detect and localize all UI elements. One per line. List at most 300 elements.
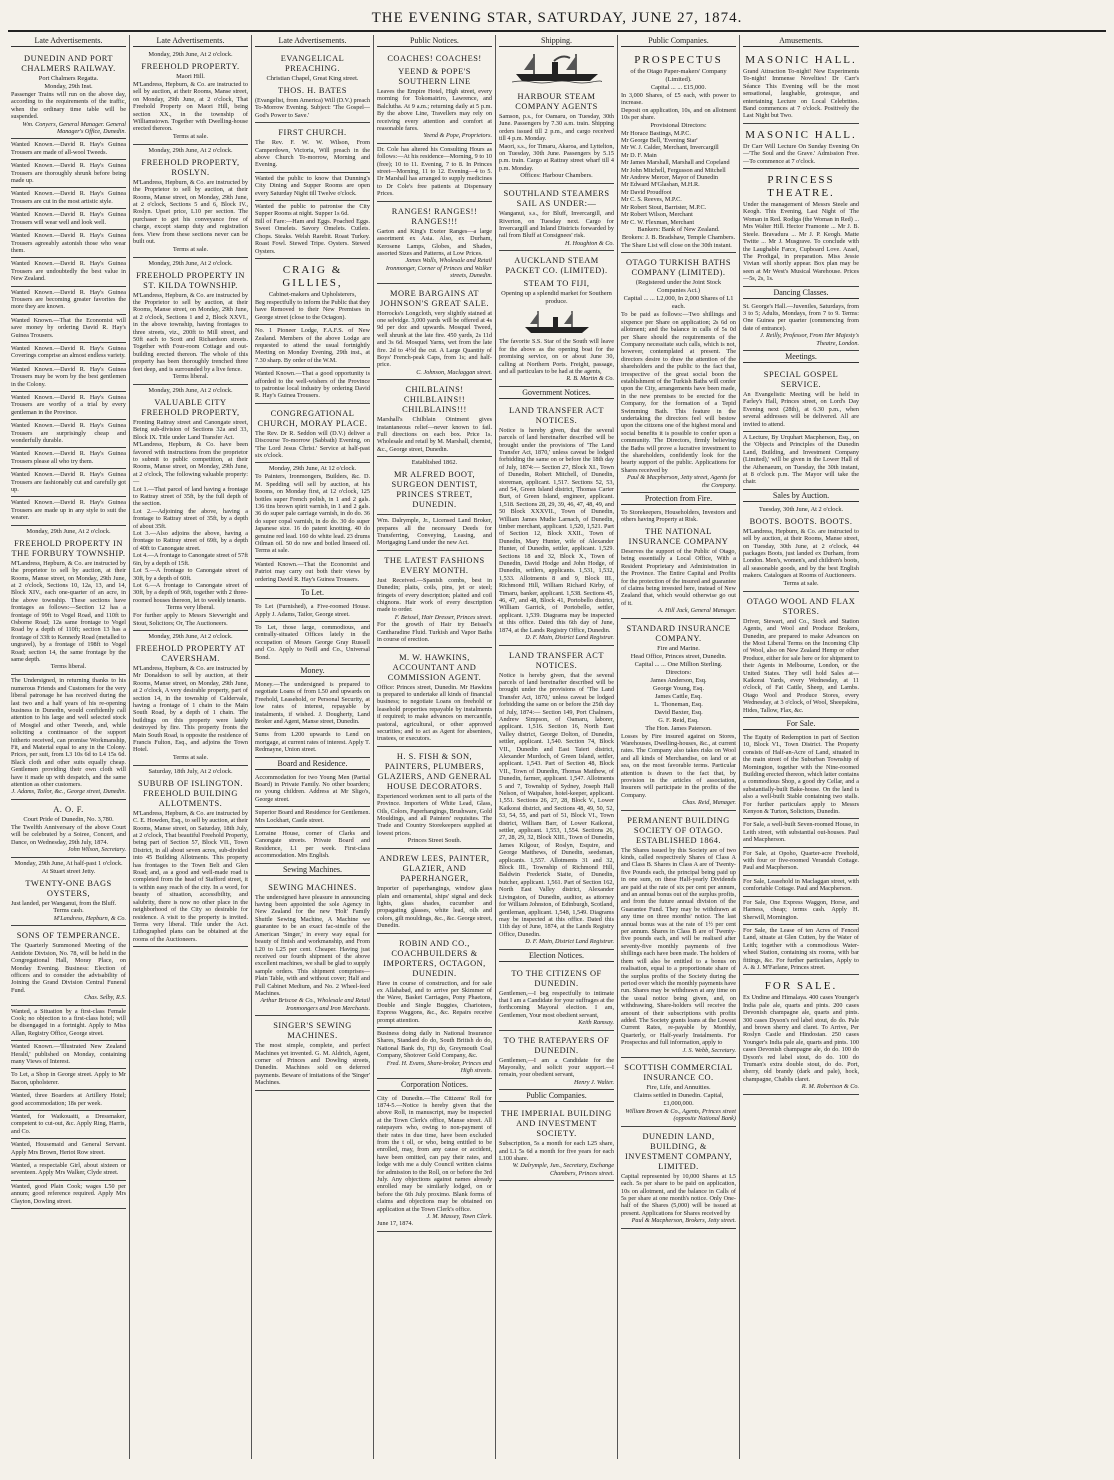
ad-subtitle: Court Pride of Dunedin, No. 3,780. — [23, 815, 114, 823]
list-item: Wanted Known.—David R. Hay's Guinea Trousers are made up in any style to suit the wearer. — [11, 497, 126, 525]
lecture-notice — [743, 432, 859, 490]
ad-body: The Share List will close on the 30th instant. — [621, 241, 732, 249]
ranges-ad — [377, 202, 492, 284]
ad-title: SEWING MACHINES. — [268, 882, 357, 892]
ad-body: Just landed, per Wanganui, from the Bluff. — [11, 899, 117, 907]
gospel-service-notice — [743, 365, 859, 432]
list-item: James Anderson, Esq. — [650, 676, 707, 684]
list-item: Wanted Known.—David R. Hay's Guinea Trousers are undoubtedly the best value in New Zealand. — [11, 258, 126, 286]
ad-body: Importer of paperhangings, window glass plain and ornamental, ships' signal and deck lights, glass shades, cucumber and propagating glasses, white lead, oils and colors, gilt mouldings, &c., &c. George street, Dunedin. — [377, 885, 492, 930]
dancing-ad — [743, 301, 859, 351]
column-7 — [740, 35, 862, 1459]
ad-signature: Paul & Macpherson, Jetty street, Agents for the Company. — [627, 474, 736, 489]
caversham-auction — [133, 631, 248, 766]
ad-body: Have in course of construction, and for sale ex Allahabad, and to arrive per Skimmer of the Wave, Basket Carriages, Pony Phaetons, Double and Single Buggies, Chariotees, Express Waggons, &c., &c. Repairs receive prompt attention. — [377, 979, 492, 1024]
list-item: Wanted Known.—David R. Hay's Guinea Trousers please all who try them. — [11, 448, 126, 469]
section-heading: Dancing Classes. — [743, 287, 859, 299]
ad-body: Under the management of Messrs Steele and Keogh. This Evening, Last Night of The Woman in Red. Rodiga (the Woman in Red) ... Mrs Walter Hill. Hector Framonte ... Mr J. B. Steele. Bravadura ... Mr J. P. Keogh. Matte Twitte ... Mr J. Musgrave. To conclude with the Laughable Farce, Cupboard Love. Azael, The Prodigal, in preparation. Miss Jessie Vivian will shortly appear. Box plan may be seen at Mr West's Musical Warehouse. Prices—5s, 2s, 1s. — [743, 201, 859, 283]
brokers: Brokers: J. B. Bradshaw, Temple Chambers. — [621, 233, 736, 241]
ad-subtitle: Fire, Life, and Annuities. — [646, 1083, 711, 1091]
list-item: Mr C. W. Flexman, Merchant — [621, 218, 695, 226]
dining-rooms-ad — [255, 173, 370, 201]
ad-title: STEAM TO FIJI, — [523, 279, 590, 289]
ad-terms: Terms at sale. — [783, 579, 819, 587]
fashions-ad — [377, 551, 492, 648]
ad-terms: Terms liberal. — [50, 663, 87, 671]
sewing-machines-ad — [255, 878, 370, 1017]
ad-title: TWENTY-ONE BAGS OYSTERS, — [25, 878, 112, 898]
list-item: Wanted, a Situation by a first-class Female Cook; no objection to a first-class hotel; will be disengaged in a fortnight. Apply to Miss Allan, Registry Office, George street. — [11, 1006, 126, 1042]
column-5 — [496, 35, 618, 1459]
ad-title: CRAIG & GILLIES, — [282, 263, 343, 289]
list-item: L. Thoneman, Esq. — [654, 700, 703, 708]
election-notice — [499, 1031, 614, 1091]
hay-ads — [11, 139, 126, 525]
list-item: The Hon. James Paterson. — [645, 724, 712, 732]
column-4 — [374, 35, 496, 1459]
ad-title: SINGER'S SEWING MACHINES. — [273, 1021, 352, 1041]
ad-title: SOUTHLAND STEAMERS SAIL AS UNDER:— — [503, 189, 610, 209]
list-item: Wanted Known.—David R. Hay's Guinea Trousers are becoming greater favorites the more they are known. — [11, 287, 126, 315]
ad-signature: Arthur Briscoe & Co., Wholesale and Retail Ironmongers and Iron Merchants. — [260, 997, 370, 1012]
ad-signature: R. M. Robertson & Co. — [801, 1083, 859, 1091]
ad-title: FREEHOLD PROPERTY IN ST. KILDA TOWNSHIP. — [136, 270, 245, 290]
ad-date: June 17, 1874. — [377, 1220, 414, 1228]
ad-title: THE LATEST FASHIONS EVERY MONTH. — [384, 555, 485, 575]
list-item: Mr W. J. Calder, Merchant, Invercargill — [621, 144, 719, 152]
ad-address: Princes Street South. — [407, 837, 462, 845]
ad-body: The Rev. Dr R. Seddon will (D.V.) deliver a Discourse To-morrow (Sabbath) Evening, on 'The Lord Jesus Christ.' Service at half-past six o'clock. — [255, 429, 370, 459]
ad-title: STANDARD INSURANCE COMPANY. — [626, 623, 731, 643]
ad-signature: R. B. Martin & Co. — [566, 375, 614, 383]
ad-name: ROBIN AND CO., COACHBUILDERS & IMPORTERS, OCTAGON, DUNEDIN. — [383, 938, 486, 978]
list-item: Mr James Marshall, Marshall and Copeland — [621, 159, 730, 167]
list-item: James Cattle, Esq. — [655, 692, 702, 700]
ad-body: Marshall's Chilblain Ointment gives instantaneous relief—never known to fail. Full directions on each box. Price 1s. Wholesale and retail by M. Marshall, chemist, &c., George street, Dunedin. — [377, 416, 492, 453]
list-item: Mr David Proudfoot — [621, 188, 672, 196]
chilblains-ad — [377, 380, 492, 457]
small-ads — [11, 1006, 126, 1210]
list-item: Wanted, good Plain Cook; wages L50 per annum; good reference required. Apply Mrs Clayton, Dowling street. — [11, 1181, 126, 1209]
ad-address: Head Office, Princes street, Dunedin. — [630, 652, 727, 660]
ad-date: Monday, 29th June, At 2 o'clock. — [148, 259, 233, 267]
ad-body: M'Landress, Hepburn, & Co. have been favored with instructions from the proprietor to submit to public competition, at their Rooms, Manse street, on Monday, 29th June, at 2 o'clock, The following valuable property:— — [133, 441, 248, 486]
first-church-notice — [255, 123, 370, 173]
ad-signature: Chas. Selby, R.S. — [84, 994, 126, 1002]
ad-date: Saturday, 18th July, At 2 o'clock. — [148, 767, 233, 775]
imperial-society-ad — [499, 1104, 614, 1181]
ad-body: Business doing daily in National Insurance Shares, Standard do do, South British do do, National Bank do, Fiji do, Greymouth Coal Company, Shotover Gold Company, &c. — [377, 1030, 492, 1060]
hawkins-ad — [377, 648, 492, 747]
st-kilda-auction — [133, 258, 248, 385]
section-heading: Sales by Auction. — [743, 490, 859, 502]
list-item: Wanted Known.—David R. Hay's Guinea Trousers are made of all-wool Tweeds. — [11, 139, 126, 160]
ad-body: M'Landress, Hepburn, & Co. are instructed by C. E. Howden, Esq., to sell by auction, at their Rooms, Manse street, on Saturday, 18th July, at 2 o'clock, That beautiful Freehold Property, being part of Section 57, Block VII., Town District, in all about seven acres, sub-divided into 45 Building Allotments. This property has frontages to the Town Belt and Glen Road; and, as a good and well-made road is completed from the head of Stafford street, it is within easy reach of the city. In a word, for beauty of situation, accessibility, and salubrity, there is now no other place in the neighborhood of the City so desirable for residence. A visit to the property is invited. Terms very liberal. Title under the Act. Lithographed plans can be obtained at the rooms of the Auctioneers. — [133, 809, 248, 943]
ad-title: AUCKLAND STEAM PACKET CO. (LIMITED). — [505, 256, 608, 276]
ad-title: DUNEDIN AND PORT CHALMERS RAILWAY. — [21, 54, 116, 73]
ad-subtitle: Port Chalmers Regatta. — [38, 75, 99, 82]
ad-body: Wanted Known.—That a good opportunity is afforded to the well-wishers of the Province to patronise local industry by ordering David R. Hay's Guinea Trousers. — [255, 370, 370, 400]
lot-item: Lot 2.—Adjoining the above, having a frontage to Rattray street of 35ft, by a depth of about 35ft. — [133, 507, 248, 530]
steamship-icon — [512, 50, 602, 84]
list-item: Mr D. F. Main — [621, 151, 657, 159]
lot-item: Lot 1.—That parcel of land having a frontage to Rattray street of 35ft, by the full depth of the section. — [133, 485, 248, 508]
ad-title: FREEHOLD PROPERTY IN THE FORBURY TOWNSHIP. — [11, 538, 126, 558]
list-item: Mr C. S. Reeves, M.P.C. — [621, 196, 682, 204]
ad-title: PERMANENT BUILDING SOCIETY OF OTAGO. ESTABLISHED 1864. — [627, 815, 730, 845]
dr-cole-notice — [377, 144, 492, 202]
building-society-ad — [621, 811, 736, 1058]
ad-signature: J. S. Webb, Secretary. — [682, 1046, 736, 1054]
ad-date: Monday, 29th Inst. — [44, 83, 93, 90]
ad-body: (Evangelist, from America) Will (D.V.) preach To-Morrow Evening. Subject: 'The Gospel—God's Power to Save.' — [255, 97, 370, 119]
ad-subtitle: Opening up a splendid market for Southern produce. — [501, 290, 612, 306]
ad-title: FREEHOLD PROPERTY, ROSLYN. — [141, 157, 240, 177]
ad-body: Deserves the support of the Public of Otago, being essentially a Local Office, With a Resident Proprietary and Administration in the Province. The Entire Capital and Profits for the protection of the insured and guarantee of claims being invested here, instead of New Zealand that, which would otherwise go out of it. — [621, 547, 736, 607]
bankers: Bankers: Bank of New Zealand. — [637, 225, 720, 233]
lot-item: Lot 4.—A frontage to Canongate street of 57ft 6in, by a depth of 15ft. — [133, 552, 248, 567]
turkish-baths-ad — [621, 253, 736, 493]
list-item: Wanted Known.—That the Economist will save money by ordering David R. Hay's Guinea Trousers. — [11, 315, 126, 343]
masonic-hall-ad — [743, 124, 859, 169]
list-item: Accommodation for two Young Men (Partial Board) in Private Family. No other boarders; no young children. Address at Mr Sligo's, George street. — [255, 772, 370, 808]
capital: Capital ... ... £15,000. — [650, 84, 707, 91]
ad-title: SONS OF TEMPERANCE. — [16, 931, 121, 941]
section-heading: Shipping. — [499, 35, 614, 47]
ad-title: CONGREGATIONAL CHURCH, MORAY PLACE. — [257, 408, 368, 428]
wool-stores-ad — [743, 592, 859, 718]
ad-body: St. George's Hall.—Juveniles, Saturdays, from 3 to 5; Adults, Mondays, from 7 to 9. Terms: One Guinea per quarter (commencing from date of entrance). — [743, 302, 859, 332]
section-heading: Meetings. — [743, 351, 859, 363]
ad-body: Just Received.—Spanish combs, best in Dunedin; plaits, coils, pins, jet or steel; fringets of every description; plaited and coil chignons. Hair work of every description made to order. — [377, 576, 492, 614]
section-heading: Money. — [255, 665, 370, 677]
ad-title: DUNEDIN LAND, BUILDING, & INVESTMENT COMPANY, LIMITED. — [624, 1131, 733, 1171]
ad-body: The Undersigned, in returning thanks to his numerous Friends and Customers for the very liberal patronage he has received during the last two and a half years of his re-opening business in Dunedin, would confidently call attention to his large and well selected stock of Mosgiel and other Tweeds, and, while soliciting a continuance of the support hitherto received, can promise Workmanship, Fit, and Material equal to any in the Colony. Prices, per suit, from L3 10s 6d to L4 15s 6d. Black cloth and other suits equally cheap. Gentlemen providing their own cloth will have it made up with despatch, and the same attention as other customers. — [11, 677, 126, 789]
ad-terms: Terms cash. — [53, 906, 84, 914]
lees-ad — [377, 849, 492, 933]
ad-terms: Terms very liberal. — [166, 604, 215, 612]
ad-body: Grand Attraction To-night! New Experiments To-night! Immense Novelties! Dr Carr's Séance This Evening will be the most sensational, laughable, grotesque, and entertaining Lecture on Local Celebrities. Band commences at 7 o'clock. Positively the Last Night but Two. — [743, 68, 859, 120]
list-item: To Let, a Shop in George street. Apply to Mr Bacon, upholsterer. — [11, 1069, 126, 1090]
evans-ad — [377, 1028, 492, 1078]
economist-ad — [255, 559, 370, 587]
land-broker-ad — [377, 515, 492, 551]
section-heading: Board and Residence. — [255, 758, 370, 770]
harbour-steam-ad — [499, 87, 614, 184]
fish-son-ad — [377, 747, 492, 849]
temperance-notice — [11, 926, 126, 1005]
list-item: David Baxter, Esq. — [654, 708, 703, 716]
list-item: Money.—The undersigned is prepared to negotiate Loans of from L50 and upwards on Freehold, Leasehold, or Personal Security, at low rates of interest, repayable by instalments, if wished. J. Dougherty, Land Broker and Agent, Manse street, Dunedin. — [255, 679, 370, 729]
section-heading: Public Notices. — [377, 35, 492, 47]
ad-signature: J. Adams, Tailor, &c., George street, Dunedin. — [11, 788, 126, 796]
ad-terms: Terms at sale. — [172, 132, 209, 140]
directors-heading: Directors: — [665, 668, 692, 676]
section-heading: Late Advertisements. — [11, 35, 126, 47]
ad-subtitle: Established 1862. — [411, 459, 458, 467]
ad-title: RANGES! RANGES!! RANGES!!! — [391, 206, 478, 226]
list-item: Wanted, three Boarders at Artillery Hotel; good accommodation; 18s per week. — [11, 1090, 126, 1111]
ad-body: M'Landress, Hepburn, & Co. are instructed by Mr Donaldson to sell by auction, at their Rooms, Manse street, on Monday, 29th June, at 2 o'clock, A very desirable property, part of section 14, in the township of Caldervale, having a frontage of 1 chain to the Main South Road, by a depth of 1 chain. The buildings on this property were lately destroyed by fire. This property fronts the Main South Road, is opposite the residence of Francis Fulton, Esq., and adjoins the Town Hotel. — [133, 664, 248, 754]
adams-tailor-ad — [11, 675, 126, 800]
ad-body: Wanganui, s.s., for Bluff, Invercargill, and Riverton, on Tuesday next. Cargo for Invercargill and Inland Districts forwarded by rail from Bluff at Consignees' risk. — [499, 210, 614, 240]
wine-spirits-ad — [743, 975, 859, 1094]
list-item: Wanted Known.—David R. Hay's Guinea Trousers may be worn by the best gentlemen in the Colony. — [11, 364, 126, 392]
section-heading: To Let. — [255, 587, 370, 599]
ad-date: Monday, 29th June, At half-past 1 o'clock. — [14, 859, 123, 867]
ad-name: YEEND & POPE'S SOUTHERN LINE — [398, 67, 471, 86]
list-item: Wanted Known.—David R. Hay's Guinea Trousers are thoroughly shrunk before being made up. — [11, 160, 126, 188]
ad-body: An Evangelistic Meeting will be held in Farley's Hall, Princes street, on Lord's Day Evening next (28th), at 6.30 p.m., when several addresses will be delivered. All are invited to attend. — [743, 390, 859, 428]
election-notice — [499, 964, 614, 1031]
ad-body: Gentlemen,—I am a Candidate for the Mayoralty, and solicit your support.—I remain, your obedient servant, — [499, 1056, 614, 1079]
ad-signature: C. Johnson, Maclaggan street. — [416, 368, 492, 376]
ad-title: VALUABLE CITY FREEHOLD PROPERTY, — [141, 397, 240, 417]
ad-signature: Paul & Macpherson, Brokers, Jetty street. — [631, 1217, 736, 1225]
section-heading: Election Notices. — [499, 950, 614, 962]
lot-item: Lot 3.—Also adjoins the above, having a frontage to Rattray street of 69ft, by a depth of 40ft to Canongate street. — [133, 530, 248, 552]
list-item: Mr John Mitchell, Fergusson and Mitchell — [621, 166, 726, 174]
ad-terms: Terms at sale. — [172, 245, 209, 253]
ad-body: The favorite S.S. Star of the South will leave for the above as the opening boat for the promising service, on or about June 30, calling at Northern Ports. Freight, passage, and all particulars to be had at the agents, — [499, 338, 614, 375]
list-item: Wanted Known.—'Illustrated New Zealand Herald,' published on Monday, containing many Views of Interest. — [11, 1041, 126, 1069]
johnson-sale-ad — [377, 284, 492, 381]
list-item: Sums from L200 upwards to Lend on mortgage, at current rates of interest. Apply T. Redmayne, Union street. — [255, 729, 370, 757]
ad-title: TO THE RATEPAYERS OF DUNEDIN. — [503, 1035, 610, 1055]
ad-body: M'Landress, Hepburn, & Co. are instructed to sell by auction, at their Rooms, Manse street, on Tuesday, 30th June, at 2 o'clock, 44 packages Boots, just landed ex Durham, from London. Men's, women's, and children's boots, all seasonable goods, and by the best English makers. Catalogues at Rooms of Auctioneers. — [743, 527, 859, 580]
ad-body: Wanted Known.—That the Economist and Patriot may carry out both their views by ordering David R. Hay's Guinea Trousers. — [255, 560, 370, 583]
ad-body: To be paid as follows:—Two shillings and sixpence per Share on application; 2s 6d on allotment; and the balance in calls of 5s 0d per Share should the requirements of the Company necessitate such calls, which is not, however, contemplated at present. The directors desire to draw the attention of the shareholders and the public to the fact that, irrespective of the great social boon the establishment of the Turkish Baths will confer upon the City, arrangements have been made, in the new premises to be erected for the Company, for the formation of a Tepid Swimming Bath. This feature in the undertaking the directors feel will bestow upon the citizens one of the highest moral and social benefits it is possible to confer upon a community. The Directors, firmly believing the Baths will prove a lucrative investment to the shareholders, confidently look for the hearty support of the public. Applications for Shares received by — [621, 311, 736, 474]
list-item: For Sale, One Express Waggon, Horse, and Harness, cheap; terms cash. Apply H. Sherwill, Mornington. — [743, 897, 859, 925]
list-item: Lorraine House, corner of Clarks and Canongate streets. Private Board and Residence, L1 per week. First-class accommodation. Mrs English. — [255, 828, 370, 864]
coaches-ad — [377, 49, 492, 144]
ad-signature: W. Dalrymple, Jun., Secretary, Exchange Chambers, Princes street. — [512, 1162, 614, 1177]
masthead — [8, 8, 1106, 32]
ad-body: The undersigned have pleasure in announcing having been appointed the sole Agency in New Zealand for the new 'Holt' Family Shuttle Sewing Machine, A Machine we guarantee to be an exact fac-simile of the American 'Singer,' in every way equal for beauty of finish and workmanship, and From L20 to L25 per cent. Cheaper. Having just received our fourth shipment of the above excellent machines, we shall be glad to supply sample orders. This shipment comprises—Plain Table, with and without cover; Half and Full Cabinet Medium, and No. 2 Wheel-feed Machines. — [255, 893, 370, 997]
ad-title: FREEHOLD PROPERTY AT CAVERSHAM. — [135, 643, 246, 663]
column-1 — [8, 35, 130, 1459]
ad-title: SCOTTISH COMMERCIAL INSURANCE CO. — [624, 1062, 733, 1082]
section-heading: For Sale. — [743, 718, 859, 730]
ad-title: PROSPECTUS — [634, 54, 723, 66]
ad-date: Monday, 29th June, At 2 o'clock. — [148, 51, 233, 58]
ad-place: At Stuart street Jetty. — [41, 867, 96, 875]
ad-subtitle: (Registered under the Joint Stock Companies Act.) — [635, 279, 722, 295]
ad-body: To Painters, Ironmongers, Builders, &c. D. M. Spedding will sell by auction, at his Rooms, on Monday first, at 12 o'clock, 125 bottles super French polish, in 1 and 2 gals. 136 tins brown spirit varnish, in 1 and 2 gals. 36 do super pale carriage varnish, in do do. 36 do super copal varnish, in do do. 30 do super Japanese size. 16 do patent knotting. 40 do genuine red lead. 160 do white lead. 23 drums Oilman oil. 50 do raw and boiled linseed oil. Terms at sale. — [255, 473, 370, 555]
ad-subtitle: To Storekeepers, Householders, Investors and others having Property at Risk. — [621, 509, 736, 524]
ad-body: Driver, Stewart, and Co., Stock and Station Agents, and Wool and Produce Brokers, Dunedin, are prepared to make Advances on the Most Liberal Terms on the Incoming Clip of Wool, also on New Zealand Hemp or other Produce, either for sale here or for shipment to their Agents in Melbourne, London, or the United States. They will hold Sales at— Kaikorai Yards, every Wednesday, at 11 o'clock, of Fat Cattle, Sheep, and Lambs. Otago Wool and Produce Stores, every Wednesday, at 3 o'clock, of Wool, Sheepskins, Hides, Tallow, Flax, &c. — [743, 617, 859, 714]
craig-gillies-ad — [255, 259, 370, 325]
ad-body: Fronting Rattray street and Canongate street, Being sub-division of Sections 32a and 33, Block IX. Title under Land Transfer Act. — [133, 418, 248, 441]
section-heading: Public Companies. — [499, 1090, 614, 1102]
ad-terms: Terms liberal. — [172, 372, 209, 380]
spedding-auction — [255, 463, 370, 558]
list-item: To Let (Furnished), a Five-roomed House. Apply J. Adams, Tailor, George street. — [255, 601, 370, 622]
ad-body: Passenger Trains will run on the above day, according to the requirements of the traffic, when the ordinary time table will be suspended. — [11, 91, 126, 121]
ad-signature: H. Houghton & Co. — [565, 239, 614, 247]
list-item: Wanted Known.—David R. Hay's Guinea Trousers agreeably astonish those who wear them. — [11, 230, 126, 258]
ad-title: PRINCESS THEATRE. — [767, 174, 835, 200]
ad-signature: A. Hill Jack, General Manager. — [658, 607, 736, 615]
list-item: Wanted, for Waikouaiti, a Dressmaker, competent to cut-out, &c. Apply Ring, Harris, and Co. — [11, 1111, 126, 1139]
southland-steamers-ad — [499, 184, 614, 251]
lot-item: Lot 6.—A frontage to Canongate street of 30ft, by a depth of 96ft, together with 2 three-roomed houses thereon, let to weekly tenants. — [133, 581, 248, 604]
list-item: For Sale, the Lease of ten Acres of Fenced Land, situate at Glen Cutten, by the Water of Leith; together with a commodious Water-wheel Station, containing six rooms, with bar fittings, &c. For further particulars, Apply to A. & J. M'Farlane, Princes street. — [743, 925, 859, 975]
ad-title: LAND TRANSFER ACT NOTICES. — [509, 405, 604, 425]
ad-subtitle: Christian Chapel, Great King street. — [266, 75, 359, 82]
land-transfer-notice — [499, 401, 614, 646]
roslyn-auction — [133, 145, 248, 258]
ad-signature: William Brown & Co., Agents, Princes street (opposite National Bank) — [625, 1107, 736, 1123]
list-item: Wanted Known.—David R. Hay's Guinea Trousers are worthy of a trial by every gentleman in the Province. — [11, 392, 126, 420]
list-item: Wanted, Housemaid and General Servant. Apply Mrs Brown, Heriot Row street. — [11, 1139, 126, 1160]
ad-date: Tuesday, 30th June, At 2 o'clock. — [758, 505, 844, 513]
ad-subtitle: Cabinet-makers and Upholsterers, — [268, 290, 357, 298]
ad-body: The Rev. F. W. W. Wilson, From Camperdown, Victoria, Will preach in the above Church To-morrow, Morning and Evening. — [255, 139, 370, 169]
ad-body: Wanted the public to patronise the City Supper Rooms at night. Supper 1s 6d. — [255, 203, 370, 218]
list-item: Wanted Known.—David R. Hay's Guinea Trousers are surprisingly cheap and wonderfully durable. — [11, 420, 126, 448]
ad-signature: Fred. H. Evans, Share-broker, Princes and High streets. — [386, 1059, 492, 1075]
list-item: Wanted, a respectable Girl, about sixteen or seventeen. Apply Mrs Walker, Clyde street. — [11, 1160, 126, 1181]
ad-title: TO THE CITIZENS OF DUNEDIN. — [511, 968, 602, 988]
ad-date: Monday, 29th June, At 2 o'clock. — [26, 527, 111, 535]
ad-body: For the growth of Hair try Beissel's Cantharadine Fluid. Turkish and Vapor Baths in course of erection. — [377, 621, 492, 644]
newspaper-page — [8, 8, 1106, 1464]
list-item: Mr George Bell, 'Evening Star' — [621, 137, 698, 145]
list-item: Mr Robert Stout, Barrister, M.P.C. — [621, 203, 707, 211]
ad-date: Monday, 29th June, At 2 o'clock. — [148, 632, 233, 640]
ad-name: H. S. FISH & SON, PAINTERS, PLUMBERS, GLAZIERS, AND GENERAL HOUSE DECORATORS. — [377, 751, 492, 791]
ad-title: MORE BARGAINS AT JOHNSON'S GREAT SALE. — [380, 288, 489, 308]
ad-date: Monday, 29th June, At 12 o'clock. — [268, 465, 357, 473]
ad-body: Dr. Cole has altered his Consulting Hours as follows:—At his residence—Morning, 9 to 10 (free); 10 to 11. Evening, 7 to 8. In Princes street—Morning, 11 to 12. Evening—4 to 5. Dr Marshall has arranged to supply medicines to Dr Cole's free patients at Dispensary Prices. — [377, 145, 492, 198]
ad-signature: Yeend & Pope, Proprietors. — [423, 132, 492, 140]
ad-body: Samson, p.s., for Oamaru, on Tuesday, 30th June. Passengers by 7.30 a.m. train. Shipping orders issued till 2 p.m., and cargo received till 4 p.m. Monday. — [499, 113, 614, 143]
list-item: Mr Horace Bastings, M.P.C. — [621, 129, 691, 137]
dentist-ad — [377, 457, 492, 515]
ad-body: M'Landress, Hepburn, & Co. are instructed by the Proprietor to sell by auction, at their Rooms, Manse street, on Monday, 29th June, at 2 o'clock, Sections 5 and 6, Block IV., Roslyn. Upset price, L10 per section. The purchaser to get his conveyance free of charge, except stamp duty and registration fees. View from these sections never can be built out. — [133, 178, 248, 246]
masthead-title: THE EVENING STAR, SATURDAY, JUNE 27, 1874. — [371, 10, 743, 26]
islington-auction — [133, 766, 248, 947]
masonic-hall-ad — [743, 49, 859, 124]
ad-body: Wm. Dalrymple, Jr., Licensed Land Broker, prepares all the necessary Deeds for Transferring, Conveying, Leasing, and Mortgaging Land under the new Act. — [377, 517, 492, 547]
ad-particulars: For further apply to Messrs Sievwright and Stout, Solicitors; Or, The Auctioneers. — [133, 612, 248, 627]
ad-signature: James Walls, Wholesale and Retail Ironmonger, Corner of Princes and Walker streets, Dunedin. — [385, 257, 492, 280]
list-item: Wanted Known.—David R. Hay's Guinea Coverings comprise an almost endless variety. — [11, 343, 126, 364]
ad-title: MASONIC HALL. — [745, 54, 857, 66]
ad-body: Ex Undine and Himalaya. 400 cases Younger's India pale ale, quarts and pints. 200 cases Devonish champagne ale, quarts and pints. 300 cases Dyson's red label stout, do do. Pale and brown sherry and claret. To Arrive, Per Roslyn Castle and Hindostan. 250 cases Younger's India pale ale, quarts and pints. 100 cases Devonish champagne ale, do do. 100 do Dyson's red label stout, do do. 100 do Truman's extra double stout, do do. Port, sherry, old brandy (dark and pale), hock, champagne, Chablis claret. — [743, 994, 859, 1083]
ad-address: Offices: Harbour Chambers. — [520, 172, 593, 180]
ad-body: Maori, s.s., for Timaru, Akaroa, and Lyttelton, on Tuesday, 30th June. Passengers by 5.15 p.m. train. Cargo at Rattray street wharf till 4 p.m. Monday. — [499, 142, 614, 172]
list-item: Wanted Known.—David R. Hay's Guinea Trousers are fashionably cut and carefully got up. — [11, 469, 126, 497]
ad-terms: Terms at sale. — [172, 753, 209, 761]
ad-signature: Wm. Conyers, General Manager. General Manager's Office, Dunedin. — [22, 120, 126, 136]
ad-date: Monday, 29th June, At 2 o'clock. — [148, 146, 233, 154]
ad-title: OTAGO WOOL AND FLAX STORES. — [746, 596, 856, 616]
ad-body: Horrocks's Longcloth, very slightly stained at one selvidge. 3,000 yards will be offered at 4s 9d per doz and upwards. Mosquel Tweed, well shrunk at the late fire. 450 yards, 2s 11d and 3s 6d. Mosquel Yarns, wet from the late fire. 2d to 4½d the cut. A Large Quantity of Boys' French-peak Caps, from 1s; and half-price. — [377, 309, 492, 369]
section-heading: Late Advertisements. — [133, 35, 248, 47]
ad-title: SPECIAL GOSPEL SERVICE. — [763, 369, 839, 389]
ad-subtitle: Maori Hill. — [176, 73, 205, 80]
ad-body: A Lecture, By Urquhart Macpherson, Esq., on the 'Objects and Principles of the Dunedin Land, Building, and Investment Company (Limited),' will be given in the Lower Hall of the Athenaeum, on Tuesday, the 30th instant, at 8 o'clock p.m. The Mayor will take the chair. — [743, 434, 859, 486]
city-freehold-auction — [133, 385, 248, 631]
ad-signature: John Wilson, Secretary. — [67, 846, 126, 854]
steamship-icon — [522, 309, 592, 335]
list-item: George Young, Esq. — [652, 684, 705, 692]
ad-title: BOOTS. BOOTS. BOOTS. — [749, 516, 853, 526]
ad-subtitle: Fire and Marine. — [657, 644, 700, 652]
forbury-auction — [11, 526, 126, 676]
land-company-ad — [621, 1127, 736, 1229]
list-item: For Sale, Leasehold in Maclaggan street, with comfortable Cottage. Paul and Macpherson. — [743, 876, 859, 897]
ad-body: M'Landress, Hepburn, & Co. are instructed by the proprietor to sell by auction, at their Rooms, Manse street, on Monday, 29th June, at 2 o'clock, Sections 10, 12a, 13, and 14, Block XIV., each one-quarter of an acre, in the above township. These sections have frontages as follows:—Section 12 has a frontage of 99ft to Vogel Road, and 110ft to Osborne Road; 12a same frontage to Vogel Road by a depth of 110ft; section 13 has a frontage of 33ft to Kennedy Road (metalled to ungravel), by a frontage of 198ft to Vogel Road; section 14, the same frontage by the same depth. — [11, 559, 126, 663]
ad-title: COACHES! COACHES! — [387, 54, 482, 63]
ad-signature: Keith Ramsay. — [578, 1019, 614, 1027]
ad-signature: Henry J. Walter. — [574, 1078, 614, 1086]
ad-body: M'Landress, Hepburn, & Co. are instructed to sell by auction, at their Rooms, Manse street, on Monday, 29th June, at 2 o'clock, That Freehold Property on Maori Hill, being section XX., in the township of Williamstown. Together with Dwelling-house erected thereon. — [133, 81, 248, 133]
ad-title: FOR SALE. — [764, 980, 838, 993]
ad-signature: Chas. Reid, Manager. — [682, 799, 736, 807]
column-3 — [252, 35, 374, 1459]
boots-auction — [743, 504, 859, 592]
ad-title: FREEHOLD PROPERTY. — [141, 62, 240, 71]
ad-title: THE NATIONAL INSURANCE COMPANY — [628, 526, 729, 546]
ad-body: City of Dunedin.—The Citizens' Roll for 1874-5.—Notice is hereby given that the above Roll, in manuscript, may be inspected at the Town Clerk's office, Manse street. All ratepayers who, owing to non-payment of their rates in due time, have been excluded from the t oll, or who, being entitled to be enrolled, may, from any cause or accident, have been omitted, can pay their rates, and lodge with me a duly Council written claims for admission to the Roll, on or before the 3rd July. Any objections against names already enrolled may be similarly lodged, on or before the 6th July proximo. Blank forms of claims and objections may be obtained on application at the Town Clerk's office. — [377, 1094, 492, 1213]
ad-body: Deposit on application, 10s, and on allotment 10s per share. — [621, 106, 736, 122]
ad-body: Notice is hereby given, that the several parcels of land hereinafter described will be brought under the provisions of 'The Land Transfer Act, 1870,' unless caveat be lodged forbidding the same on or before the 25th day of July, 1874:— Section 149, Port Chalmers, Andrew Simpson, of Oamaru, laborer, applicant. 1,516. Section 16, North East Valley district, George Dolton, of Dunedin, settler, applicant. 1,540. Section 74, Block VII., Dunedin and East Taieri district, Alexander Murdoch, of Green Island, settler, applicant. 1,543. Part of Section 48, Block VII., Town of Dunedin, Thomas Matthew, of Dunedin, farmer, applicant. 1,547. Allotments 5 and 7, Township of Sydney, Joseph Hall Nelson, of Waipahee, hotel-keeper, applicant. 1,551. Sections 26, 27, 28, Block V., Lower Kaikorai district, and Sections 48, 49, 50, 52, 53, 54, 55, and part of 51, Block VI., Town district, William Barr, of Lower Kaikorai, settler, applicant. 1,553, 1,554. Sections 26, 27, 28, 29, 32, Block XIII., Town of Dunedin, James Kilgour, of Roslyn, Esquire, and George Matthews, of Dunedin, seedsman, applicants. 1,557. Allotments 31 and 32, Block III., Township of Richmond Hill, Baldwin Frederick Staite, of Dunedin, butcher, applicant. 1,561. Part of Section 162, North East Valley district, Alexander Livingston, of Dunedin, auditor, as attorney for William Johnston, of Edinburgh, Scotland, gentleman, applicant. 1,548, 1,549. Diagrams may be inspected at this office. Dated this 11th day of June, 1874, at the Lands Registry Office, Dunedin. — [499, 671, 614, 938]
ad-body: Claims settled in Dunedin. Capital, £1,000,000. — [633, 1091, 724, 1107]
supper-rooms-ad — [255, 201, 370, 259]
fiji-steamer-ad — [499, 251, 614, 386]
list-item: Mr Andrew Mercer, Mayor of Dunedin — [621, 174, 719, 182]
land-transfer-notice — [499, 646, 614, 950]
column-6 — [618, 35, 740, 1459]
ad-body: Garton and King's Exeter Ranges—a large assortment ex Asia. Also, ex Durham, Kerosene Lamps, Globes, and Shades, assorted Sizes and Patterns, at Low Prices. — [377, 227, 492, 257]
ad-body: Subscription, 5s a month for each L25 share, and L1 5s 6d a month for five years for each L100 share. — [499, 1140, 614, 1162]
ad-title: A. O. F. — [53, 804, 84, 814]
ad-signature: D. F. Main, District Land Registrar. — [525, 938, 614, 946]
lot-item: Lot 5.—A frontage to Canongate street of 30ft, by a depth of 60ft. — [133, 567, 248, 582]
ad-subtitle: of the Otago Paper-makers' Company (Limited). — [630, 68, 727, 83]
ad-date: Monday, 29th June, At 2 o'clock. — [148, 386, 233, 394]
ad-signature: D. F. Main, District Land Registrar. — [525, 634, 614, 642]
list-item: Mr Robert Wilson, Merchant — [621, 211, 693, 219]
columns — [8, 35, 1106, 1459]
aof-notice — [11, 800, 126, 858]
ad-body: M'Landress, Hepburn, & Co. are instructed by the Proprietor to sell by auction, at their Rooms, Manse street, on Monday, 29th June, at 2 o'clock, Sections 1 and 2, Block XXVI., in the above township, having frontages to three streets, viz., 200ft to Mill street, and 50ft each to Scott and Richardson streets. Together with Four-room Cottage and out-building erected thereon. The whole of this property has been thoroughly trenched three feet deep, and is surrounded by a live fence. — [133, 291, 248, 373]
ad-body: The Twelfth Anniversary of the above Court will be celebrated by a Soiree, Concert, and Dance, on Wednesday, 29th July, 1874. — [11, 823, 126, 846]
ad-title: SUBURB OF ISLINGTON. FREEHOLD BUILDING ALLOTMENTS. — [137, 778, 243, 808]
ad-title: OTAGO TURKISH BATHS COMPANY (LIMITED). — [626, 258, 731, 278]
ad-title: HARBOUR STEAM COMPANY AGENTS — [515, 92, 598, 111]
list-item: G. F. Reid, Esq. — [658, 716, 699, 724]
section-heading: Corporation Notices. — [377, 1079, 492, 1091]
ad-body: The most simple, complete, and perfect Machines yet invented. G. M. Aldrich, Agent, corner of Princes and Dowling streets, Dunedin. Machines sold on deferred payments. Beware of imitations of the 'Singer' Machines. — [255, 1042, 370, 1087]
ad-body: Notice is hereby given, that the several parcels of land hereinafter described will be brought under the provisions of 'The Land Transfer Act, 1870,' unless caveat be lodged forbidding the same on or before the 18th day of July, 1874:— Section 27, Block XI., Town of Dunedin, Robert Mitchell, of Dunedin, storeman, applicant. 1,517. Sections 52, 53, and 54, Green Island district, Thomas Carter Burt, of Green Island, engineer, applicant. 1,518. Sections 28, 29, 39, 46, 47, 48, 49, and 50 Block XXXVII., Town of Dunedin, William James Mudie Larnach, of Dunedin, timber merchant, applicant. 1,520, 1,521. Part of Section 12, Block XXII., Town of Dunedin, Mary Hunter, wife of Alexander Hunter, of Dunedin, settler, applicant. 1,529. Sections 18 and 32, Block X., Town of Dunedin, David Hodge and John Hodge, of Dunedin, settlers, applicants. 1,531, 1,532, 1,533. Allotments 8 and 9, Block III., Richmond Hill, William Richard Kirby, of Timaru, banker, applicant. 1,538. Sections 45, 46, 47, and 48, Block 41, Portobello district, William Garrick, of Portobello, settler, applicant. 1,539. Diagrams may be inspected at this office. Dated this 6th day of June, 1874, at the Lands Registry Office, Dunedin. — [499, 426, 614, 634]
national-insurance-ad — [621, 507, 736, 618]
standard-insurance-ad — [621, 619, 736, 811]
lodge-notice — [255, 325, 370, 368]
railway-notice — [11, 49, 126, 139]
citizens-roll-notice — [377, 1093, 492, 1232]
preaching-notice — [255, 49, 370, 123]
hay-ad — [255, 368, 370, 404]
ad-title: LAND TRANSFER ACT NOTICES. — [509, 650, 604, 670]
list-item: Wanted Known.—David R. Hay's Guinea Trousers are cut in the most artistic style. — [11, 188, 126, 209]
bill-of-fare: Bill of Fare:—Ham and Eggs. Poached Eggs. Sweet Omelets. Savory Omelets. Cutlets. Chops. Steaks. Welsh Rarebit. Roast Turkey. Roast Fowl. Stewed Tripe. Oysters. Stewed Oysters. — [255, 217, 370, 255]
congregational-notice — [255, 404, 370, 464]
maori-hill-auction — [133, 49, 248, 145]
